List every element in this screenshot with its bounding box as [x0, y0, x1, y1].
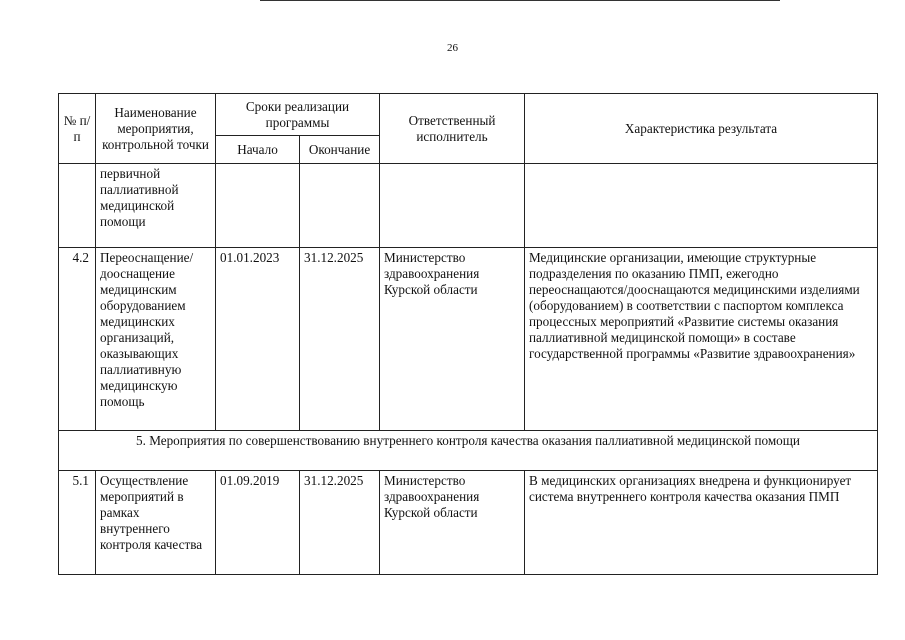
row-name: первичной паллиативной медицинской помощи	[96, 164, 216, 248]
row-end: 31.12.2025	[300, 471, 380, 575]
row-name: Осуществление мероприятий в рамках внутреннего контроля качества	[96, 471, 216, 575]
table-row	[59, 471, 878, 575]
row-number: 4.2	[59, 248, 96, 431]
header-period: Сроки реализации программы	[216, 94, 380, 136]
row-responsible	[380, 164, 525, 248]
row-start	[216, 164, 300, 248]
header-result: Характеристика результата	[525, 94, 878, 164]
table-row	[59, 248, 878, 431]
page-number: 26	[447, 42, 458, 54]
row-number: 5.1	[59, 471, 96, 575]
table-row	[59, 164, 878, 248]
row-responsible: Министерство здравоохранения Курской области	[380, 471, 525, 575]
header-end: Окончание	[300, 136, 380, 164]
row-number	[59, 164, 96, 248]
row-result: В медицинских организациях внедрена и функционирует система внутреннего контроля качества оказания ПМП	[525, 471, 878, 575]
row-end	[300, 164, 380, 248]
header-start: Начало	[216, 136, 300, 164]
row-responsible: Министерство здравоохранения Курской области	[380, 248, 525, 431]
row-name: Переоснащение/ дооснащение медицинским оборудованием медицинских организаций, оказывающих паллиативную медицинскую помощь	[96, 248, 216, 431]
program-table	[58, 93, 878, 575]
row-result	[525, 164, 878, 248]
header-name: Наименование мероприятия, контрольной точки	[96, 94, 216, 164]
header-number: № п/п	[59, 94, 96, 164]
row-start: 01.01.2023	[216, 248, 300, 431]
header-responsible: Ответственный исполнитель	[380, 94, 525, 164]
section-row	[59, 431, 878, 471]
row-start: 01.09.2019	[216, 471, 300, 575]
scan-edge-line	[260, 0, 780, 1]
section-title: 5. Мероприятия по совершенствованию внутреннего контроля качества оказания паллиативной медицинской помощи	[59, 431, 878, 471]
row-end: 31.12.2025	[300, 248, 380, 431]
row-result: Медицинские организации, имеющие структурные подразделения по оказанию ПМП, ежегодно переоснащаются/дооснащаются медицинскими изделиями (оборудованием) в соответствии с паспортом комплекса процессных мероприятий «Развитие системы оказания паллиативной медицинской помощи» в составе государственной программы «Развитие здравоохранения»	[525, 248, 878, 431]
